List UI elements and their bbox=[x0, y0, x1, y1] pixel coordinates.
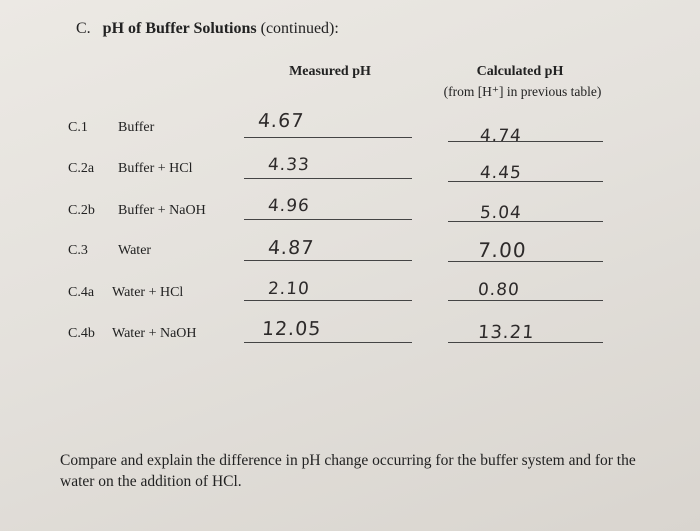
calculated-ph-line bbox=[448, 141, 603, 142]
measured-ph-value[interactable]: 4.87 bbox=[267, 237, 316, 259]
row-code: C.2a bbox=[68, 161, 95, 176]
calculated-ph-value[interactable]: 4.45 bbox=[479, 163, 523, 183]
calculated-ph-value[interactable]: 13.21 bbox=[477, 322, 536, 343]
measured-ph-line bbox=[244, 300, 412, 301]
calculated-ph-value[interactable]: 0.80 bbox=[477, 280, 521, 300]
row-code: C.3 bbox=[68, 243, 88, 258]
calculated-ph-line bbox=[448, 221, 603, 222]
calculated-ph-line bbox=[448, 261, 603, 262]
measured-ph-value[interactable]: 4.96 bbox=[267, 196, 311, 216]
row-code: C.4a bbox=[68, 285, 95, 300]
section-prefix: C. bbox=[76, 20, 91, 37]
calculated-ph-subheader: (from [H⁺] in previous table) bbox=[443, 84, 602, 99]
measured-ph-value[interactable]: 2.10 bbox=[267, 279, 311, 299]
calculated-ph-value[interactable]: 7.00 bbox=[477, 238, 528, 262]
row-code: C.2b bbox=[68, 203, 95, 218]
section-title bbox=[76, 20, 339, 38]
row-code: C.1 bbox=[68, 120, 88, 135]
section-title-text: pH of Buffer Solutions bbox=[102, 20, 257, 37]
measured-ph-value[interactable]: 12.05 bbox=[261, 318, 323, 340]
row-label: Buffer + HCl bbox=[118, 161, 193, 176]
measured-ph-line bbox=[244, 342, 412, 343]
calculated-ph-header: Calculated pH bbox=[476, 64, 564, 79]
calculated-ph-value[interactable]: 4.74 bbox=[479, 126, 523, 146]
row-label: Water bbox=[118, 243, 152, 258]
question-text: Compare and explain the difference in pH change occurring for the buffer system and for the water on the addition of HCl. bbox=[60, 452, 636, 490]
section-suffix: (continued): bbox=[260, 20, 339, 37]
measured-ph-header: Measured pH bbox=[289, 64, 371, 79]
measured-ph-line bbox=[244, 137, 412, 138]
measured-ph-line bbox=[244, 178, 412, 179]
measured-ph-line bbox=[244, 219, 412, 220]
calculated-ph-line bbox=[448, 342, 603, 343]
row-label: Water + NaOH bbox=[112, 326, 197, 341]
measured-ph-line bbox=[244, 260, 412, 261]
row-label: Buffer + NaOH bbox=[118, 203, 206, 218]
calculated-ph-line bbox=[448, 181, 603, 182]
row-code: C.4b bbox=[68, 326, 95, 341]
row-label: Water + HCl bbox=[112, 285, 184, 300]
measured-ph-value[interactable]: 4.33 bbox=[267, 155, 311, 175]
calculated-ph-line bbox=[448, 300, 603, 301]
row-label: Buffer bbox=[118, 120, 155, 135]
measured-ph-value[interactable]: 4.67 bbox=[257, 110, 306, 132]
calculated-ph-value[interactable]: 5.04 bbox=[479, 203, 523, 223]
